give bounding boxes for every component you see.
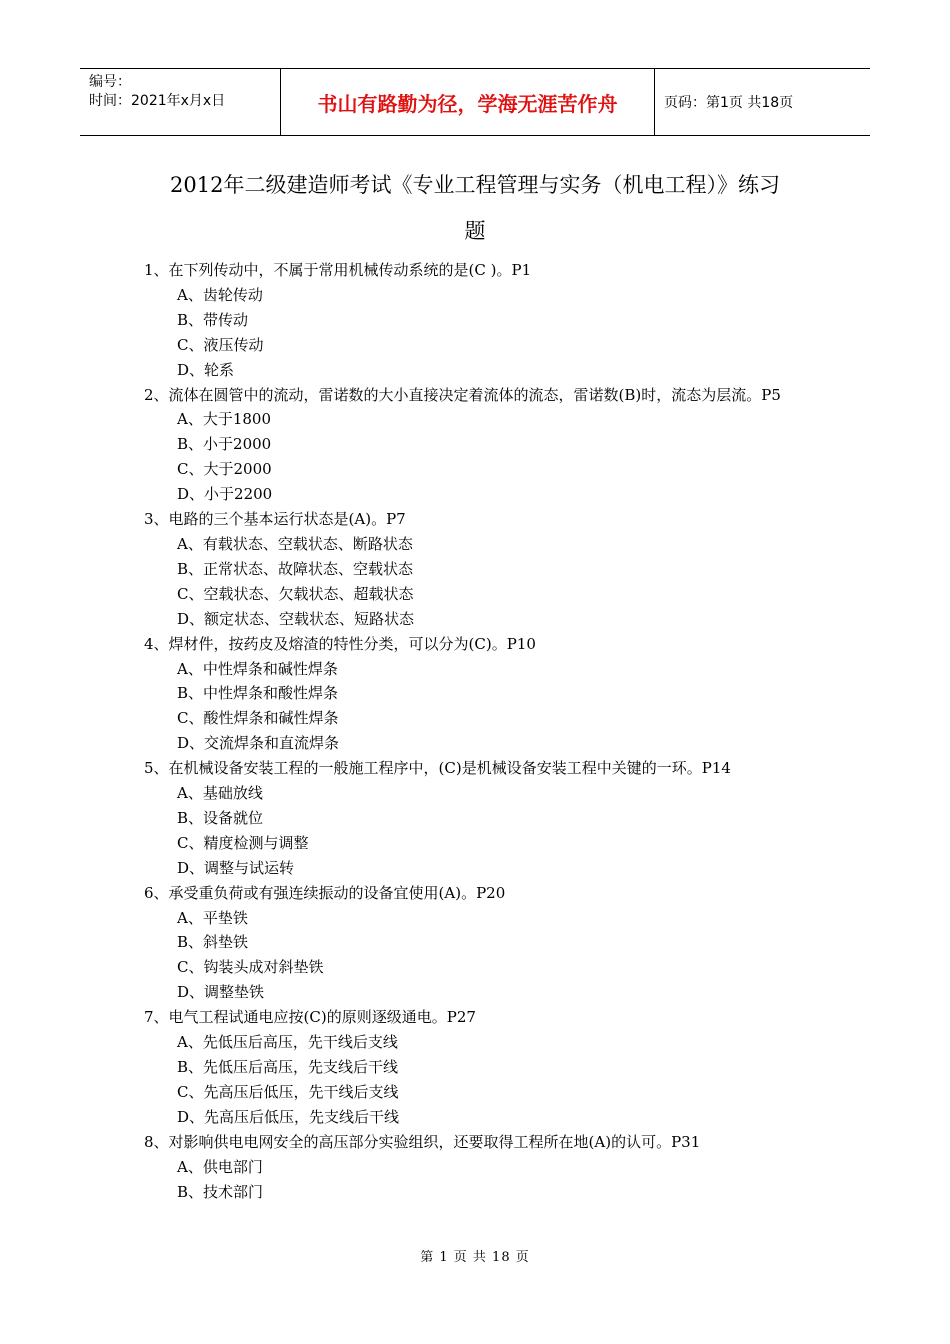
answer-option: D、交流焊条和直流焊条 — [177, 734, 340, 753]
answer-option: B、设备就位 — [177, 808, 264, 827]
document-title-line-2: 题 — [464, 219, 486, 243]
question-text: 5、在机械设备安装工程的一般施工程序中，(C)是机械设备安装工程中关键的一环。P14 — [144, 759, 731, 778]
header-meta — [80, 69, 281, 135]
answer-option: A、供电部门 — [177, 1157, 263, 1176]
question-text: 6、承受重负荷或有强连续振动的设备宜使用(A)。P20 — [144, 883, 506, 902]
answer-option: C、大于2000 — [177, 460, 272, 479]
question-text: 4、焊材件，按药皮及熔渣的特性分类，可以分为(C)。P10 — [144, 634, 536, 653]
answer-option: D、先高压后低压，先支线后干线 — [177, 1107, 400, 1126]
question-item — [144, 258, 810, 383]
answer-option: C、精度检测与调整 — [177, 833, 309, 852]
page-header — [80, 68, 870, 136]
question-item — [144, 756, 810, 881]
answer-option: B、斜垫铁 — [177, 933, 249, 952]
answer-option: C、酸性焊条和碱性焊条 — [177, 709, 339, 728]
header-motto: 书山有路勤为径，学海无涯苦作舟 — [281, 69, 655, 135]
answer-option: A、中性焊条和碱性焊条 — [177, 659, 338, 678]
question-text: 1、在下列传动中，不属于常用机械传动系统的是(C )。P1 — [144, 261, 532, 279]
question-text: 3、电路的三个基本运行状态是(A)。P7 — [144, 510, 406, 529]
question-item — [144, 507, 810, 632]
question-item — [144, 1130, 810, 1205]
answer-option: D、调整与试运转 — [177, 858, 295, 877]
document-title — [100, 162, 850, 254]
answer-option: A、大于1800 — [177, 410, 272, 429]
answer-option: B、小于2000 — [177, 435, 272, 454]
answer-option: D、轮系 — [177, 360, 235, 379]
answer-option: B、正常状态、故障状态、空载状态 — [177, 559, 414, 578]
answer-option: D、调整垫铁 — [177, 983, 265, 1002]
answer-option: C、空载状态、欠载状态、超载状态 — [177, 584, 414, 603]
answer-option: B、带传动 — [177, 310, 249, 329]
document-number-label: 编号： — [89, 74, 131, 90]
document-date-label: 时间：2021年x月x日 — [89, 93, 226, 109]
question-item — [144, 1005, 810, 1130]
document-title-line-1: 2012年二级建造师考试《专业工程管理与实务（机电工程）》练习 — [170, 173, 780, 197]
answer-option: B、先低压后高压，先支线后干线 — [177, 1058, 399, 1076]
answer-option: D、额定状态、空载状态、短路状态 — [177, 609, 415, 628]
answer-option: A、先低压后高压，先干线后支线 — [177, 1033, 398, 1052]
answer-option: C、先高压后低压，先干线后支线 — [177, 1082, 399, 1101]
answer-option: A、有载状态、空载状态、断路状态 — [177, 534, 413, 553]
answer-option: C、液压传动 — [177, 335, 264, 354]
answer-option: B、中性焊条和酸性焊条 — [177, 684, 339, 703]
answer-option: A、平垫铁 — [177, 908, 248, 927]
header-page-info: 页码：第1页 共18页 — [664, 95, 794, 111]
question-item — [144, 383, 810, 508]
page-footer: 第 1 页 共 18 页 — [420, 1250, 530, 1265]
answer-option: A、基础放线 — [177, 784, 263, 803]
answer-option: D、小于2200 — [177, 485, 273, 504]
question-item — [144, 632, 810, 757]
question-text: 8、对影响供电电网安全的高压部分实验组织，还要取得工程所在地(A)的认可。P31 — [144, 1132, 701, 1151]
answer-option: A、齿轮传动 — [177, 285, 263, 304]
question-item — [144, 881, 810, 1006]
answer-option: C、钩装头成对斜垫铁 — [177, 958, 324, 977]
question-text: 7、电气工程试通电应按(C)的原则逐级通电。P27 — [144, 1008, 476, 1027]
question-list — [144, 258, 810, 1204]
question-text: 2、流体在圆管中的流动，雷诺数的大小直接决定着流体的流态，雷诺数(B)时，流态为层流。P5 — [144, 385, 781, 404]
answer-option: B、技术部门 — [177, 1182, 264, 1201]
